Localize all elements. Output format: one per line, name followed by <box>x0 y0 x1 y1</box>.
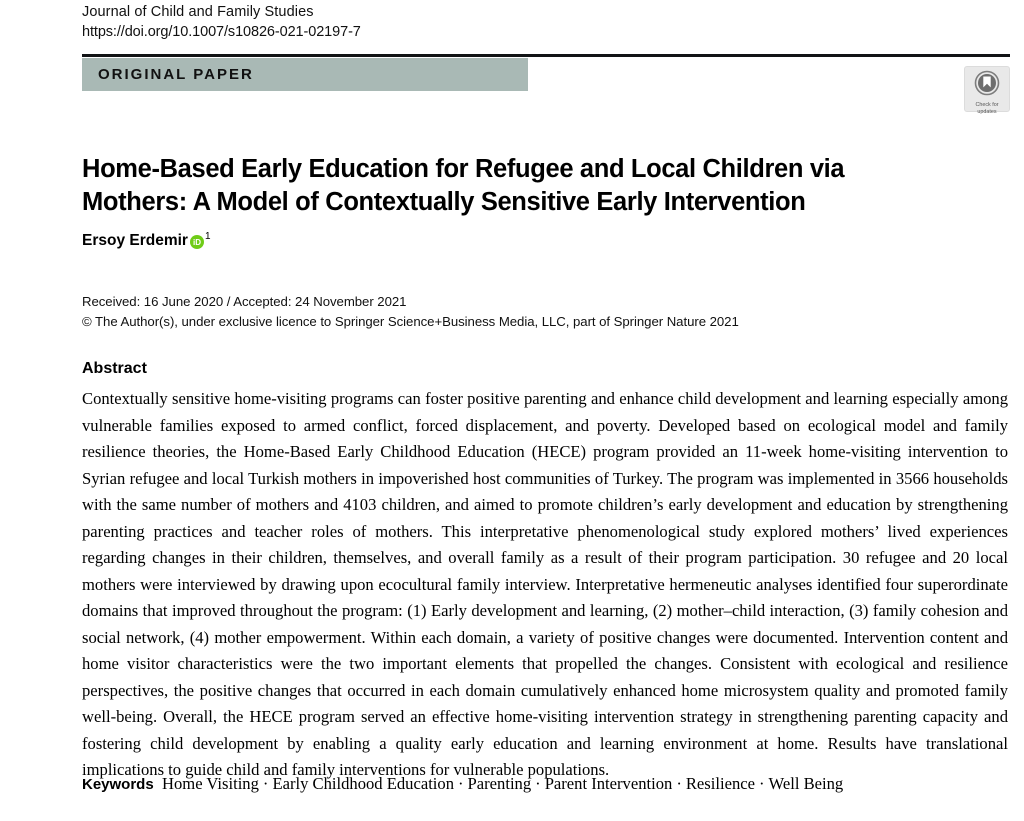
keyword-separator: · <box>758 774 765 793</box>
check-for-updates-line1: Check for <box>975 102 999 108</box>
keyword-separator: · <box>535 774 541 793</box>
journal-doi[interactable]: https://doi.org/10.1007/s10826-021-02197-7 <box>82 24 361 40</box>
keyword-separator: · <box>262 774 269 793</box>
keyword-item[interactable]: Well Being <box>768 774 844 793</box>
journal-name: Journal of Child and Family Studies <box>82 4 314 20</box>
keyword-item[interactable]: Early Childhood Education <box>272 774 455 793</box>
journal-header <box>82 2 782 42</box>
check-for-updates-badge[interactable] <box>964 66 1010 116</box>
author-affiliation-marker: 1 <box>204 231 211 242</box>
header-divider-rule <box>82 54 1010 57</box>
abstract-text: Contextually sensitive home-visiting programs can foster positive parenting and enhance child development and learning especially among vulnerable families exposed to armed conflict, forced displacement, and poverty. Developed based on ecological model and family resilience theories, the Home-Based Early Childhood Education (HECE) program provided an 11-week home-visiting intervention to Syrian refugee and local Turkish mothers in impoverished host communities of Turkey. The program was implemented in 3566 households with the same number of mothers and 4103 children, and aimed to promote children’s early development and education by strengthening parenting practices and teacher roles of mothers. This interpretative phenomenological study explored mothers’ lived experiences regarding changes in their children, themselves, and overall family as a result of their program participation. 30 refugee and 20 local mothers were interviewed by drawing upon ecocultural family interview. Interpretative hermeneutic analyses identified four superordinate domains that improved throughout the program: (1) Early development and learning, (2) mother–child interaction, (3) family cohesion and social network, (4) mother empowerment. Within each domain, a variety of positive changes were documented. Intervention content and home visitor characteristics were the two important elements that propelled the changes. Consistent with ecological and resilience perspectives, the positive changes that occurred in each domain cumulatively enhanced home microsystem quality and promoted family well-being. Overall, the HECE program served an effective home-visiting intervention strategy in strengthening parenting capacity and fostering child development by enabling a quality early education and learning environment at home. Results have translational implications to guide child and family interventions for vulnerable populations. <box>82 389 1008 779</box>
keyword-item[interactable]: Resilience <box>685 774 755 793</box>
svg-text:iD: iD <box>192 238 201 248</box>
paper-type-banner <box>82 58 528 91</box>
copyright-line: © The Author(s), under exclusive licence to Springer Science+Business Media, LLC, part of Springer Nature 2021 <box>82 313 739 329</box>
keyword-item[interactable]: Parent Intervention <box>544 774 673 793</box>
author-name: Ersoy Erdemir <box>82 232 188 249</box>
received-accepted-line: Received: 16 June 2020 / Accepted: 24 November 2021 <box>82 294 407 309</box>
abstract-heading: Abstract <box>82 360 147 377</box>
paper-type-label: ORIGINAL PAPER <box>98 66 254 83</box>
keywords-label: Keywords <box>82 776 154 793</box>
crossmark-bookmark-icon <box>974 70 1000 101</box>
keywords-block <box>82 772 1008 797</box>
publication-dates-block <box>82 292 982 331</box>
keyword-separator: · <box>458 774 464 793</box>
keyword-item[interactable]: Parenting <box>467 774 532 793</box>
author-list <box>82 232 211 250</box>
article-title: Home-Based Early Education for Refugee and Local Children via Mothers: A Model of Contextually Sensitive Early Intervention <box>82 155 845 217</box>
orcid-id-icon[interactable] <box>190 235 204 249</box>
keyword-separator: · <box>676 774 682 793</box>
keyword-item[interactable]: Home Visiting <box>162 774 259 793</box>
check-for-updates-line2: updates <box>977 109 997 116</box>
keywords-list <box>158 774 843 793</box>
